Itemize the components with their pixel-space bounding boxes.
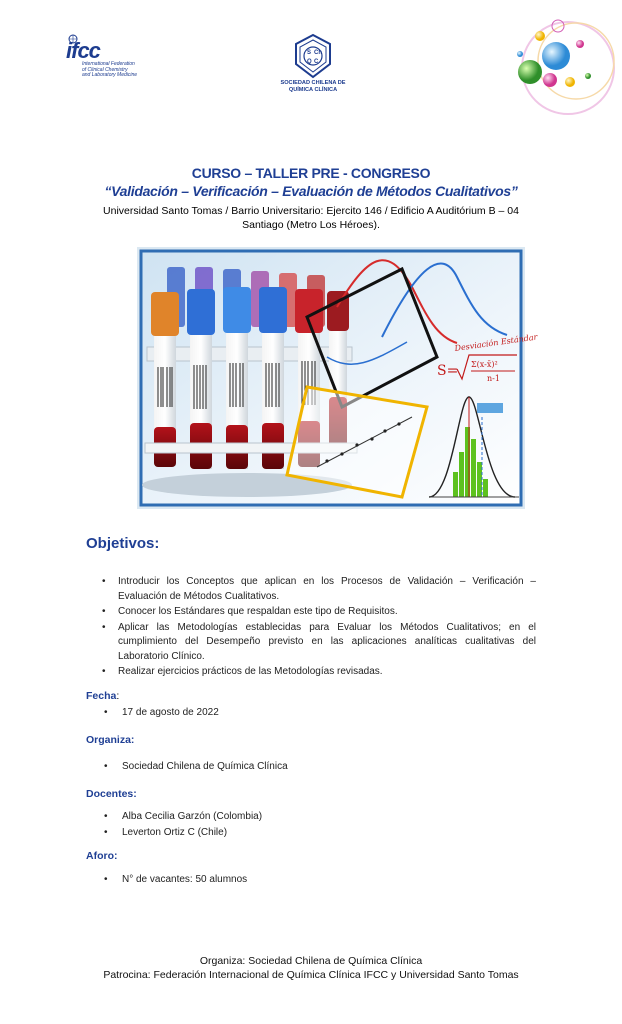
fecha-heading [86, 690, 119, 702]
objetivo-item: • Introducir los Conceptos que aplican en los Procesos de Validación – Verificación – Evaluación de Métodos Cualitativos. [96, 575, 536, 604]
svg-text:n-1: n-1 [487, 374, 500, 383]
ifcc-wordmark: ifcc [66, 38, 100, 63]
objetivo-item: • Realizar ejercicios prácticos de las Metodologías revisadas. [96, 665, 536, 680]
objetivos-list [96, 575, 536, 681]
organiza-heading: Organiza: [86, 734, 135, 746]
fecha-heading-colon: : [116, 690, 120, 702]
course-title: CURSO – TALLER PRE - CONGRESO [191, 165, 431, 181]
organiza-value-text: Sociedad Chilena de Química Clínica [122, 761, 288, 772]
course-address [0, 204, 622, 232]
svg-text:Ch: Ch [314, 50, 322, 56]
decorative-bubbles-graphic [498, 6, 618, 121]
aforo-value [104, 874, 247, 885]
fecha-value [104, 707, 219, 718]
society-name [268, 80, 358, 93]
society-shield-icon [293, 34, 333, 78]
docentes-heading: Docentes: [86, 788, 137, 800]
fecha-heading-label: Fecha [86, 690, 117, 702]
svg-text:S: S [307, 50, 312, 56]
docente-name: Leverton Ortiz C (Chile) [122, 827, 228, 838]
aforo-heading: Aforo: [86, 850, 118, 862]
svg-text:C: C [314, 59, 319, 65]
hero-lab-image [137, 247, 538, 509]
docente-item [104, 811, 262, 822]
svg-text:S=: S= [437, 363, 459, 379]
society-logo [268, 34, 358, 96]
objetivos-heading: Objetivos: [86, 535, 160, 552]
ifcc-subtitle: International Federation of Clinical Chemistry and Laboratory Medicine [82, 61, 138, 78]
organiza-value [104, 761, 288, 772]
std-dev-label: Desviación Estándar [454, 332, 538, 353]
society-name-line1: SOCIEDAD CHILENA DE [280, 80, 346, 86]
svg-text:Σ(x-x̄)²: Σ(x-x̄)² [471, 360, 498, 369]
society-name-line2: QUÍMICA CLÍNICA [288, 86, 338, 93]
address-line2: Santiago (Metro Los Héroes). [242, 219, 380, 231]
address-line1: Universidad Santo Tomas / Barrio Universitario: Ejercito 146 / Edificio A Auditórium B – 04 [103, 205, 519, 217]
footer-organiza: Organiza: Sociedad Chilena de Química Clínica [199, 955, 423, 967]
docente-item [104, 827, 227, 838]
svg-text:Q: Q [307, 59, 312, 65]
objetivo-item: • Conocer los Estándares que respaldan este tipo de Requisitos. [96, 605, 536, 620]
objetivo-item: • Aplicar las Metodologías establecidas para Evaluar los Métodos Cualitativos; en el cumplimiento del Desempeño previsto en las aplicaciones analíticas cualitativas del Laboratorio Clínico. [96, 621, 536, 665]
ifcc-logo [66, 34, 146, 82]
fecha-value-text: 17 de agosto de 2022 [122, 707, 219, 718]
course-subtitle: “Validación – Verificación – Evaluación de Métodos Cualitativos” [104, 183, 518, 199]
aforo-value-text: N° de vacantes: 50 alumnos [122, 874, 248, 885]
footer-patrocina: Patrocina: Federación Internacional de Química Clínica IFCC y Universidad Santo Tomas [103, 969, 519, 981]
docente-name: Alba Cecilia Garzón (Colombia) [122, 811, 263, 822]
